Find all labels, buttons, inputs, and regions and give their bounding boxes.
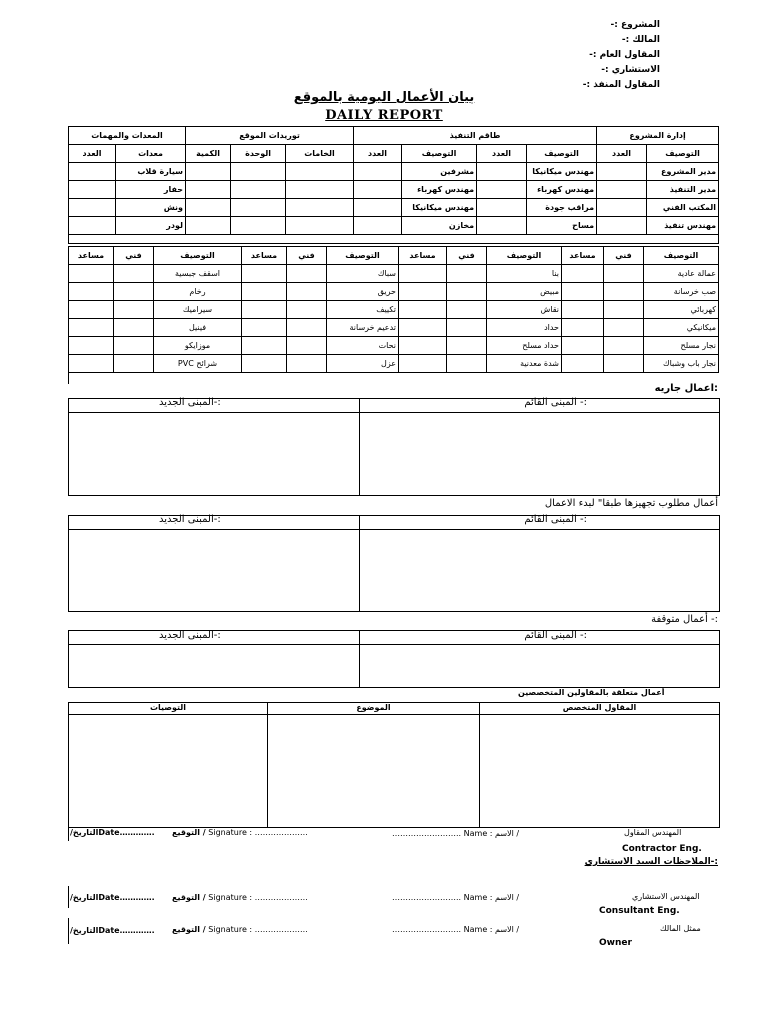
table-row xyxy=(69,163,719,181)
table-input-cell[interactable] xyxy=(562,301,604,319)
column-header: العدد xyxy=(477,145,527,163)
table-row xyxy=(69,355,719,373)
table-cell: ونش xyxy=(116,199,186,217)
sub-header-row xyxy=(69,145,719,163)
table-input-cell[interactable] xyxy=(69,337,114,355)
table-input-cell[interactable] xyxy=(562,265,604,283)
table-cell: مراقب جودة xyxy=(527,199,597,217)
consultant-notes-label: :-الملاحظات السيد الاستشاري xyxy=(584,857,718,867)
table-input-cell[interactable] xyxy=(447,337,487,355)
date-field[interactable]: /التاريخDate…………. xyxy=(70,893,155,902)
table-cell: اسقف جبسية xyxy=(154,265,242,283)
column-header: التوصيف xyxy=(647,145,719,163)
table-input-cell[interactable] xyxy=(597,199,647,217)
new-building-label: :-المبنى الجديد xyxy=(159,514,221,525)
table-cell: نقاش xyxy=(487,301,562,319)
table-input-cell[interactable] xyxy=(477,163,527,181)
required-works-label: أعمال مطلوب تجهيزها طبقا" لبدء الاعمال xyxy=(544,498,718,509)
required-works-box xyxy=(68,515,720,612)
table-input-cell[interactable] xyxy=(286,199,354,217)
table-input-cell[interactable] xyxy=(287,337,327,355)
table-input-cell[interactable] xyxy=(447,355,487,373)
table-input-cell[interactable] xyxy=(114,337,154,355)
table-input-cell[interactable] xyxy=(286,217,354,235)
table-input-cell[interactable] xyxy=(242,301,287,319)
table-input-cell[interactable] xyxy=(287,265,327,283)
table-row xyxy=(69,301,719,319)
table-cell: فينيل xyxy=(154,319,242,337)
table-cell: كهربائي xyxy=(644,301,719,319)
table-cell: حداد xyxy=(487,319,562,337)
table-input-cell[interactable] xyxy=(562,319,604,337)
table-input-cell[interactable] xyxy=(604,301,644,319)
column-header: العدد xyxy=(354,145,402,163)
table-row xyxy=(69,337,719,355)
table-cell: سيراميك xyxy=(154,301,242,319)
table-cell: مهندس تنفيذ xyxy=(647,217,719,235)
new-building-label: :-المبنى الجديد xyxy=(159,397,221,408)
table-cell: رخام xyxy=(154,283,242,301)
new-building-label: :-المبنى الجديد xyxy=(159,630,221,641)
spacer-cell xyxy=(69,235,719,244)
date-field[interactable]: /التاريخDate…………. xyxy=(70,828,155,837)
table-input-cell[interactable] xyxy=(447,301,487,319)
table-input-cell[interactable] xyxy=(354,217,402,235)
column-header: فني xyxy=(447,247,487,265)
project-label: المشروع :- xyxy=(610,20,660,30)
table-input-cell[interactable] xyxy=(114,265,154,283)
table-input-cell[interactable] xyxy=(69,199,116,217)
table-input-cell[interactable] xyxy=(287,283,327,301)
table-input-cell[interactable] xyxy=(477,217,527,235)
table-cell: ميكانيكي xyxy=(644,319,719,337)
table-cell: مهندس ميكانيكا xyxy=(402,199,477,217)
column-header: الوحدة xyxy=(231,145,286,163)
table-row xyxy=(69,265,719,283)
signature-field[interactable]: التوقيع / Signature : ……………….. xyxy=(172,828,308,837)
table-input-cell[interactable] xyxy=(399,319,447,337)
table-input-cell[interactable] xyxy=(604,337,644,355)
column-header: الكمية xyxy=(186,145,231,163)
table-cell: مشرفين xyxy=(402,163,477,181)
table-cell: نجار مسلح xyxy=(644,337,719,355)
column-header: مساعد xyxy=(562,247,604,265)
table-input-cell[interactable] xyxy=(186,163,231,181)
table-input-cell[interactable] xyxy=(69,181,116,199)
table-cell: نجار باب وشباك xyxy=(644,355,719,373)
table-cell: حفار xyxy=(116,181,186,199)
date-field[interactable]: /التاريخDate…………. xyxy=(70,926,155,935)
subcontractor-box xyxy=(68,702,720,828)
table-cell: تدعيم خرسانة xyxy=(327,319,399,337)
table-input-cell[interactable] xyxy=(562,337,604,355)
table-input-cell[interactable] xyxy=(597,181,647,199)
group-header-row xyxy=(69,127,719,145)
table-cell: صب خرسانة xyxy=(644,283,719,301)
table-input-cell[interactable] xyxy=(231,217,286,235)
sub-col-recommendations: التوصيات xyxy=(149,703,187,712)
table-input-cell[interactable] xyxy=(562,283,604,301)
title-arabic: بيان الأعمال اليومية بالموقع xyxy=(293,90,475,105)
ongoing-works-box xyxy=(68,398,720,496)
table-input-cell[interactable] xyxy=(231,199,286,217)
table-input-cell[interactable] xyxy=(604,265,644,283)
existing-building-label: :- المبنى القائم xyxy=(524,397,587,408)
general-contractor-label: المقاول العام :- xyxy=(589,50,660,60)
table-input-cell[interactable] xyxy=(287,301,327,319)
table-cell: شدة معدنية xyxy=(487,355,562,373)
table-cell: عزل xyxy=(327,355,399,373)
table-input-cell[interactable] xyxy=(286,181,354,199)
column-header: الخامات xyxy=(286,145,354,163)
table-input-cell[interactable] xyxy=(604,355,644,373)
table-input-cell[interactable] xyxy=(69,283,114,301)
table-row xyxy=(69,199,719,217)
sub-col-contractor: المقاول المتخصص xyxy=(562,703,637,712)
table-cell: سيارة قلاب xyxy=(116,163,186,181)
table-input-cell[interactable] xyxy=(597,163,647,181)
table-input-cell[interactable] xyxy=(69,163,116,181)
table-row xyxy=(69,217,719,235)
table-input-cell[interactable] xyxy=(186,217,231,235)
owner-rep-ar: ممثل المالك xyxy=(660,924,701,933)
owner-en: Owner xyxy=(599,938,632,948)
owner-label: المالك :- xyxy=(621,35,660,45)
column-header: التوصيف xyxy=(327,247,399,265)
table-cell: حداد مسلح xyxy=(487,337,562,355)
table-input-cell[interactable] xyxy=(114,283,154,301)
table-input-cell[interactable] xyxy=(477,181,527,199)
labor-table xyxy=(68,246,719,373)
stopped-works-label: :- أعمال متوقفة xyxy=(651,614,718,625)
table-input-cell[interactable] xyxy=(354,199,402,217)
table-input-cell[interactable] xyxy=(604,283,644,301)
table-cell: مدير المشروع xyxy=(647,163,719,181)
column-header: التوصيف xyxy=(154,247,242,265)
spacer-row xyxy=(69,235,719,244)
column-header: التوصيف xyxy=(527,145,597,163)
table-cell: بنا xyxy=(487,265,562,283)
table-input-cell[interactable] xyxy=(242,355,287,373)
column-header: فني xyxy=(287,247,327,265)
table-cell: مهندس كهرباء xyxy=(402,181,477,199)
existing-building-label: :- المبنى القائم xyxy=(524,630,587,641)
table-input-cell[interactable] xyxy=(69,319,114,337)
name-field[interactable]: …………………….. Name : الاسم / xyxy=(392,893,520,902)
name-field[interactable]: …………………….. Name : الاسم / xyxy=(392,925,520,934)
table-cell: حريق xyxy=(327,283,399,301)
sub-col-subject: الموضوع xyxy=(356,703,391,712)
column-header: فني xyxy=(604,247,644,265)
column-header: التوصيف xyxy=(644,247,719,265)
column-header: مساعد xyxy=(242,247,287,265)
table-input-cell[interactable] xyxy=(242,337,287,355)
table-input-cell[interactable] xyxy=(186,181,231,199)
top-table xyxy=(68,126,719,244)
table-input-cell[interactable] xyxy=(242,283,287,301)
table-input-cell[interactable] xyxy=(69,265,114,283)
table-input-cell[interactable] xyxy=(399,283,447,301)
table-cell: مساح xyxy=(527,217,597,235)
table-input-cell[interactable] xyxy=(69,355,114,373)
stopped-works-box xyxy=(68,630,720,688)
table-cell: مدير التنفيذ xyxy=(647,181,719,199)
labor-header-row xyxy=(69,247,719,265)
table-cell: سباك xyxy=(327,265,399,283)
consultant-eng-ar: المهندس الاستشاري xyxy=(632,892,700,901)
table-input-cell[interactable] xyxy=(69,217,116,235)
name-field[interactable]: …………………….. Name : الاسم / xyxy=(392,829,520,838)
table-input-cell[interactable] xyxy=(447,283,487,301)
table-input-cell[interactable] xyxy=(399,337,447,355)
table-cell: مهندس ميكانيكا xyxy=(527,163,597,181)
column-header: التوصيف xyxy=(402,145,477,163)
ongoing-works-label: :اعمال جاريه xyxy=(654,383,718,394)
group-header: توريدات الموقع xyxy=(186,127,354,145)
column-header: مساعد xyxy=(399,247,447,265)
table-cell: مهندس كهرباء xyxy=(527,181,597,199)
table-input-cell[interactable] xyxy=(69,301,114,319)
table-input-cell[interactable] xyxy=(287,355,327,373)
table-input-cell[interactable] xyxy=(399,301,447,319)
title-english: DAILY REPORT xyxy=(325,108,443,123)
table-cell: مبيض xyxy=(487,283,562,301)
existing-building-label: :- المبنى القائم xyxy=(524,514,587,525)
column-header: مساعد xyxy=(69,247,114,265)
executing-contractor-label: المقاول المنفذ :- xyxy=(582,80,660,90)
table-input-cell[interactable] xyxy=(354,163,402,181)
table-input-cell[interactable] xyxy=(604,319,644,337)
subcontractor-label: أعمال متعلقة بالمقاولين المتخصصين xyxy=(518,688,665,697)
group-header: طاقم التنفيذ xyxy=(354,127,597,145)
table-input-cell[interactable] xyxy=(447,265,487,283)
column-header: فني xyxy=(114,247,154,265)
table-input-cell[interactable] xyxy=(231,181,286,199)
group-header: المعدات والمهمات xyxy=(69,127,186,145)
table-input-cell[interactable] xyxy=(354,181,402,199)
column-header: العدد xyxy=(597,145,647,163)
contractor-eng-ar: المهندس المقاول xyxy=(624,828,682,837)
table-input-cell[interactable] xyxy=(287,319,327,337)
consultant-eng-en: Consultant Eng. xyxy=(599,906,680,916)
table-input-cell[interactable] xyxy=(286,163,354,181)
group-header: إدارة المشروع xyxy=(597,127,719,145)
table-row xyxy=(69,283,719,301)
column-header: العدد xyxy=(69,145,116,163)
table-input-cell[interactable] xyxy=(114,355,154,373)
table-cell: شرائح PVC xyxy=(154,355,242,373)
table-input-cell[interactable] xyxy=(242,265,287,283)
table-input-cell[interactable] xyxy=(231,163,286,181)
contractor-eng-en: Contractor Eng. xyxy=(622,844,702,854)
table-cell: نحات xyxy=(327,337,399,355)
table-cell: تكييف xyxy=(327,301,399,319)
table-input-cell[interactable] xyxy=(114,319,154,337)
table-input-cell[interactable] xyxy=(447,319,487,337)
table-input-cell[interactable] xyxy=(114,301,154,319)
table-input-cell[interactable] xyxy=(399,265,447,283)
signature-field[interactable]: التوقيع / Signature : ……………….. xyxy=(172,893,308,902)
signature-field[interactable]: التوقيع / Signature : ……………….. xyxy=(172,925,308,934)
consultant-label: الاستشاري :- xyxy=(601,65,660,75)
table-input-cell[interactable] xyxy=(399,355,447,373)
table-input-cell[interactable] xyxy=(562,355,604,373)
table-input-cell[interactable] xyxy=(597,217,647,235)
table-input-cell[interactable] xyxy=(186,199,231,217)
table-cell: لودر xyxy=(116,217,186,235)
table-cell: موزايكو xyxy=(154,337,242,355)
column-header: معدات xyxy=(116,145,186,163)
column-header: التوصيف xyxy=(487,247,562,265)
table-cell: عمالة عادية xyxy=(644,265,719,283)
table-input-cell[interactable] xyxy=(477,199,527,217)
table-row xyxy=(69,181,719,199)
table-input-cell[interactable] xyxy=(242,319,287,337)
table-row xyxy=(69,319,719,337)
table-cell: مخازن xyxy=(402,217,477,235)
table-cell: المكتب الفني xyxy=(647,199,719,217)
